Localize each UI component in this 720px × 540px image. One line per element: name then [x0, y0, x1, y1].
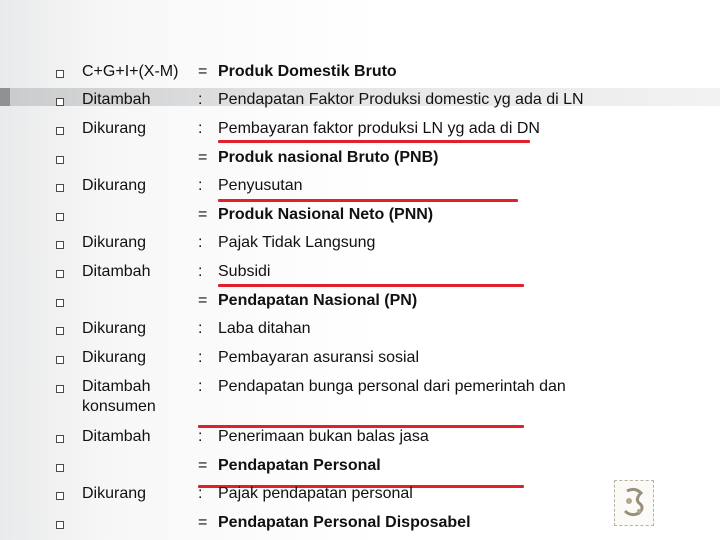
stamp-graphic [615, 481, 653, 525]
row-text: Penyusutan [218, 177, 303, 194]
row-separator: : [198, 234, 203, 251]
list-item [0, 319, 720, 343]
row-label: Dikurang [82, 120, 147, 137]
bullet-icon [56, 521, 64, 529]
list-item [0, 148, 720, 172]
row-separator: = [198, 292, 208, 309]
row-separator: = [198, 206, 208, 223]
list-item [0, 176, 720, 200]
row-separator: : [198, 428, 203, 445]
red-underline [218, 140, 530, 143]
list-item [0, 377, 720, 419]
row-text: Produk Nasional Neto (PNN) [218, 206, 434, 223]
row-separator: = [198, 63, 208, 80]
row-text: Produk nasional Bruto (PNB) [218, 149, 439, 166]
row-separator: = [198, 149, 208, 166]
row-label-continuation: konsumen [82, 398, 156, 415]
row-label: Dikurang [82, 485, 147, 502]
row-label: C+G+I+(X-M) [82, 63, 179, 80]
bullet-icon [56, 70, 64, 78]
row-text: Pendapatan bunga personal dari pemerintah dan [218, 378, 566, 395]
row-text: Produk Domestik Bruto [218, 63, 397, 80]
row-text: Pembayaran asuransi sosial [218, 349, 419, 366]
row-label: Ditambah [82, 263, 151, 280]
red-underline [218, 284, 524, 287]
row-separator: : [198, 320, 203, 337]
bullet-icon [56, 435, 64, 443]
row-text: Pajak pendapatan personal [218, 485, 413, 502]
row-separator: = [198, 514, 208, 531]
row-label: Dikurang [82, 349, 147, 366]
row-separator: : [198, 120, 203, 137]
row-text: Penerimaan bukan balas jasa [218, 428, 429, 445]
row-label: Dikurang [82, 234, 147, 251]
row-text: Subsidi [218, 263, 271, 280]
row-label: Ditambah [82, 378, 151, 395]
row-label: Dikurang [82, 177, 147, 194]
list-item [0, 90, 720, 114]
row-separator: : [198, 485, 203, 502]
list-item [0, 233, 720, 257]
row-label: Ditambah [82, 91, 151, 108]
list-item [0, 456, 720, 480]
bullet-icon [56, 327, 64, 335]
list-item [0, 484, 720, 508]
row-text: Pendapatan Nasional (PN) [218, 292, 418, 309]
bullet-icon [56, 356, 64, 364]
row-label: Ditambah [82, 428, 151, 445]
stamp-image [614, 480, 654, 526]
bullet-icon [56, 270, 64, 278]
row-text: Laba ditahan [218, 320, 311, 337]
bullet-icon [56, 184, 64, 192]
list-item [0, 513, 720, 537]
list-item [0, 291, 720, 315]
row-separator: : [198, 263, 203, 280]
row-text: Pajak Tidak Langsung [218, 234, 376, 251]
bullet-icon [56, 156, 64, 164]
bullet-icon [56, 299, 64, 307]
row-separator: : [198, 177, 203, 194]
list-item [0, 62, 720, 86]
red-underline [218, 199, 518, 202]
bullet-icon [56, 385, 64, 393]
list-item [0, 205, 720, 229]
row-text: Pendapatan Personal [218, 457, 381, 474]
bullet-icon [56, 492, 64, 500]
row-separator: : [198, 91, 203, 108]
bullet-icon [56, 464, 64, 472]
bullet-icon [56, 213, 64, 221]
row-separator: : [198, 378, 203, 395]
list-item [0, 262, 720, 286]
list-item [0, 427, 720, 451]
row-separator: : [198, 349, 203, 366]
row-text: Pendapatan Personal Disposabel [218, 514, 471, 531]
bullet-icon [56, 98, 64, 106]
row-separator: = [198, 457, 208, 474]
row-text: Pembayaran faktor produksi LN yg ada di DN [218, 120, 540, 137]
bullet-icon [56, 127, 64, 135]
row-label: Dikurang [82, 320, 147, 337]
row-text: Pendapatan Faktor Produksi domestic yg ada di LN [218, 91, 584, 108]
bullet-icon [56, 241, 64, 249]
list-item [0, 348, 720, 372]
